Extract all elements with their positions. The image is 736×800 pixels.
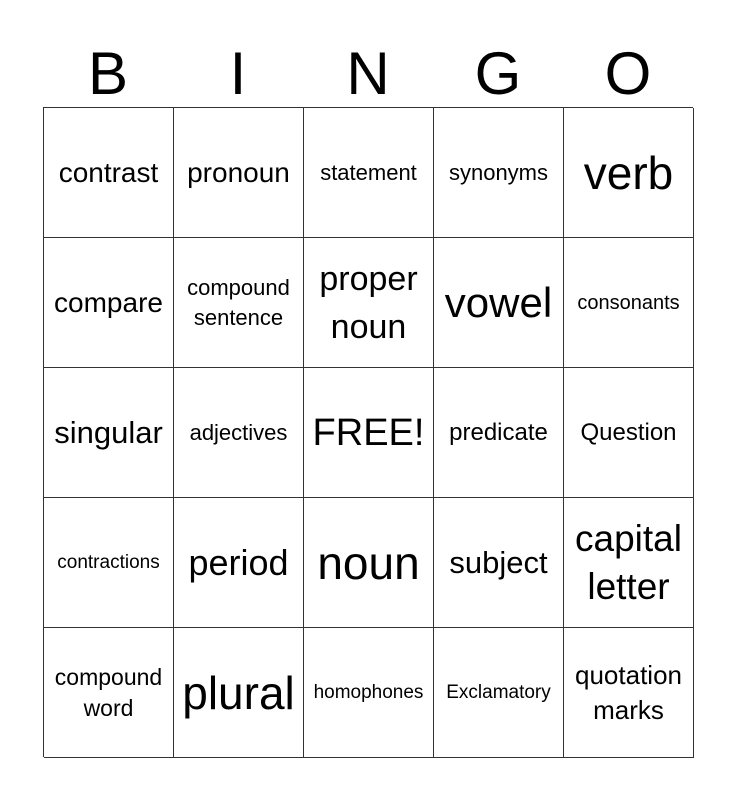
bingo-cell[interactable] [564,498,694,628]
cell-label: vowel [444,278,553,326]
bingo-cell[interactable] [564,108,694,238]
header-letter-n: N [346,40,390,107]
cell-label: period [188,541,289,583]
cell-label: predicate [449,418,548,446]
bingo-header [43,38,693,108]
bingo-cell[interactable] [174,498,304,628]
header-letter-g: G [474,40,522,107]
cell-label: plural [182,666,295,719]
cell-label: noun [317,536,420,589]
cell-label: proper noun [319,259,418,346]
bingo-cell[interactable] [304,498,434,628]
cell-label: synonyms [448,159,549,185]
bingo-cell[interactable] [434,498,564,628]
cell-label: compare [54,286,163,318]
bingo-cell[interactable] [174,368,304,498]
cell-label: homophones [313,681,424,703]
cell-label: contractions [57,551,160,573]
cell-label: subject [449,544,548,580]
cell-label: capital letter [575,517,682,607]
cell-label: contrast [58,156,159,188]
bingo-cell[interactable] [434,628,564,758]
bingo-cell[interactable] [44,498,174,628]
header-letter-o: O [604,40,652,107]
bingo-cell[interactable] [434,108,564,238]
cell-label: statement [320,159,417,185]
cell-label: compound sentence [187,274,290,330]
cell-label: consonants [577,291,680,314]
bingo-cell[interactable] [44,628,174,758]
bingo-cell[interactable] [304,238,434,368]
bingo-cell[interactable] [174,108,304,238]
bingo-cell[interactable] [174,628,304,758]
bingo-cell[interactable] [174,238,304,368]
header-letter-i: I [229,40,247,107]
cell-label: verb [583,146,674,199]
bingo-cell[interactable] [434,238,564,368]
cell-label: pronoun [187,156,290,188]
bingo-cell[interactable] [564,628,694,758]
cell-label: Question [580,418,677,446]
cell-label: quotation marks [575,659,682,725]
cell-label: FREE! [312,411,425,454]
bingo-cell[interactable] [304,368,434,498]
bingo-cell[interactable] [564,238,694,368]
cell-label: compound word [54,663,163,721]
bingo-cell[interactable] [304,628,434,758]
bingo-cell[interactable] [304,108,434,238]
bingo-cell[interactable] [44,368,174,498]
bingo-cell[interactable] [44,108,174,238]
cell-label: singular [54,414,163,450]
header-letter-b: B [87,40,129,107]
cell-label: Exclamatory [446,681,551,703]
bingo-board [43,107,693,757]
bingo-cell[interactable] [564,368,694,498]
bingo-cell[interactable] [434,368,564,498]
cell-label: adjectives [189,419,288,445]
bingo-cell[interactable] [44,238,174,368]
